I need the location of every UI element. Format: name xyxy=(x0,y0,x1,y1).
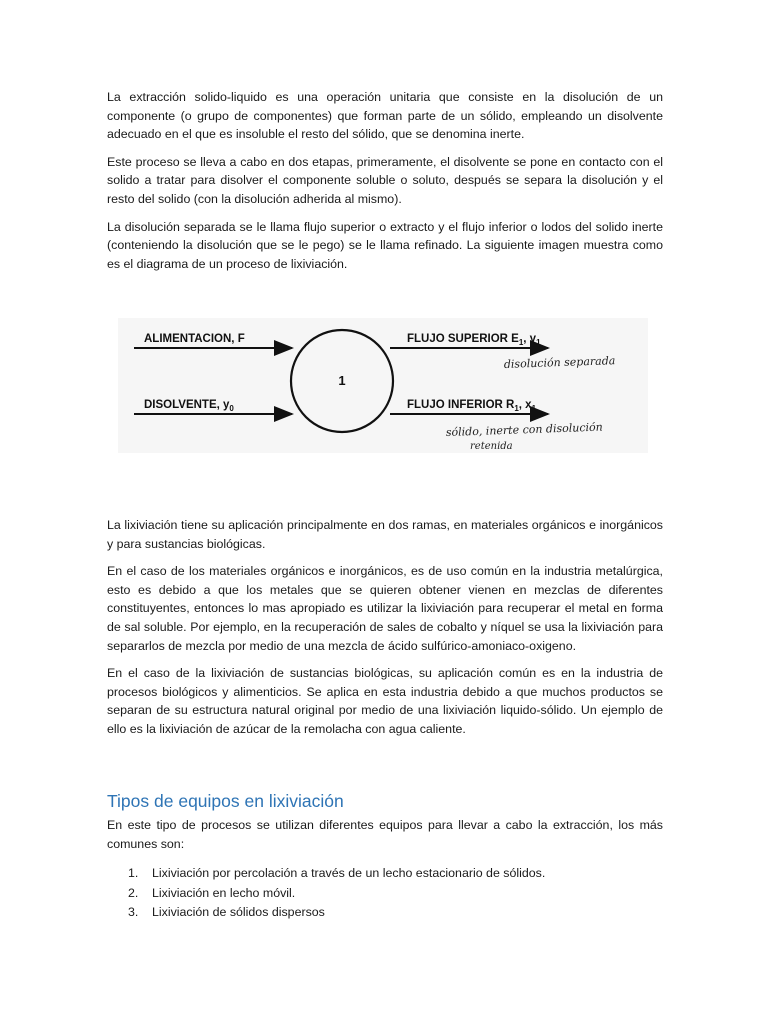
section-intro: En este tipo de procesos se utilizan diferentes equipos para llevar a cabo la extracción, los más comunes son: xyxy=(107,818,663,851)
leaching-diagram-svg xyxy=(118,318,648,453)
intro-paragraph-2: Este proceso se lleva a cabo en dos etapas, primeramente, el disolvente se pone en contacto con el solido a tratar para disolver el componente soluble o soluto, después se separa la disolución y el resto del solido (con la disolución adherida al mismo). xyxy=(107,154,663,206)
list-item-number: 2. xyxy=(128,885,139,900)
list-item xyxy=(128,884,545,904)
lower-flow-label: FLUJO INFERIOR $R_1$, $x_1$ xyxy=(407,399,537,413)
solvent-label: DISOLVENTE, $y_0$ xyxy=(144,399,234,413)
section-heading: Tipos de equipos en lixiviación xyxy=(107,791,344,811)
intro-paragraph-3: La disolución separada se le llama flujo superior o extracto y el flujo inferior o lodos del solido inerte (conteniendo la disolución que se le pego) se le llama refinado. La siguiente imagen muestra como es el diagrama de un proceso de lixiviación. xyxy=(107,219,663,271)
list-item xyxy=(128,903,545,923)
intro-paragraph-1: La extracción solido-liquido es una operación unitaria que consiste en la disolución de un componente (o grupo de componentes) que forman parte de un sólido, empleando un disolvente adecuado en el que es insoluble el resto del sólido, que se denomina inerte. xyxy=(107,90,663,142)
handwritten-note-upper: disolución separada xyxy=(503,354,616,371)
handwritten-note-lower-2: retenida xyxy=(470,441,513,452)
body-paragraph-1: La lixiviación tiene su aplicación principalmente en dos ramas, en materiales orgánicos e inorgánicos y para sustancias biológicas. xyxy=(107,518,663,551)
equipment-list xyxy=(128,864,545,923)
list-item-number: 3. xyxy=(128,905,139,920)
list-item xyxy=(128,864,545,884)
intro-section xyxy=(107,88,663,282)
list-item-text: Lixiviación de sólidos dispersos xyxy=(152,905,325,920)
feed-label: ALIMENTACION, F xyxy=(144,333,245,345)
stage-number: 1 xyxy=(338,373,346,388)
list-item-text: Lixiviación en lecho móvil. xyxy=(152,885,296,900)
section-intro-block xyxy=(107,816,663,862)
list-item-number: 1. xyxy=(128,866,139,880)
upper-flow-label: FLUJO SUPERIOR $E_1$, $y_1$ xyxy=(407,333,541,347)
body-section xyxy=(107,516,663,748)
list-item-text: Lixiviación por percolación a través de un lecho estacionario de sólidos. xyxy=(152,866,546,880)
leaching-diagram xyxy=(118,318,648,453)
body-paragraph-2: En el caso de los materiales orgánicos e inorgánicos, es de uso común en la industria metalúrgica, esto es debido a que los metales que se quieren obtener vienen en mezclas de diferentes constituyentes, entonces lo mas apropiado es utilizar la lixiviación para recuperar el metal en forma de sal soluble. Por ejemplo, en la recuperación de sales de cobalto y níquel se usa la lixiviación para separarlos de mezcla por medio de una mezcla de ácido sulfúrico-amoniaco-oxigeno. xyxy=(107,564,663,653)
body-paragraph-3: En el caso de la lixiviación de sustancias biológicas, su aplicación común es en la industria de procesos biológicos y alimenticios. Se aplica en esta industria debido a que muchos productos se separan de su estructura natural original por medio de una lixiviación liquido-sólido. Un ejemplo de ello es la lixiviación de azúcar de la remolacha con agua caliente. xyxy=(107,666,663,736)
handwritten-note-lower-1: sólido, inerte con disolución xyxy=(445,420,603,439)
